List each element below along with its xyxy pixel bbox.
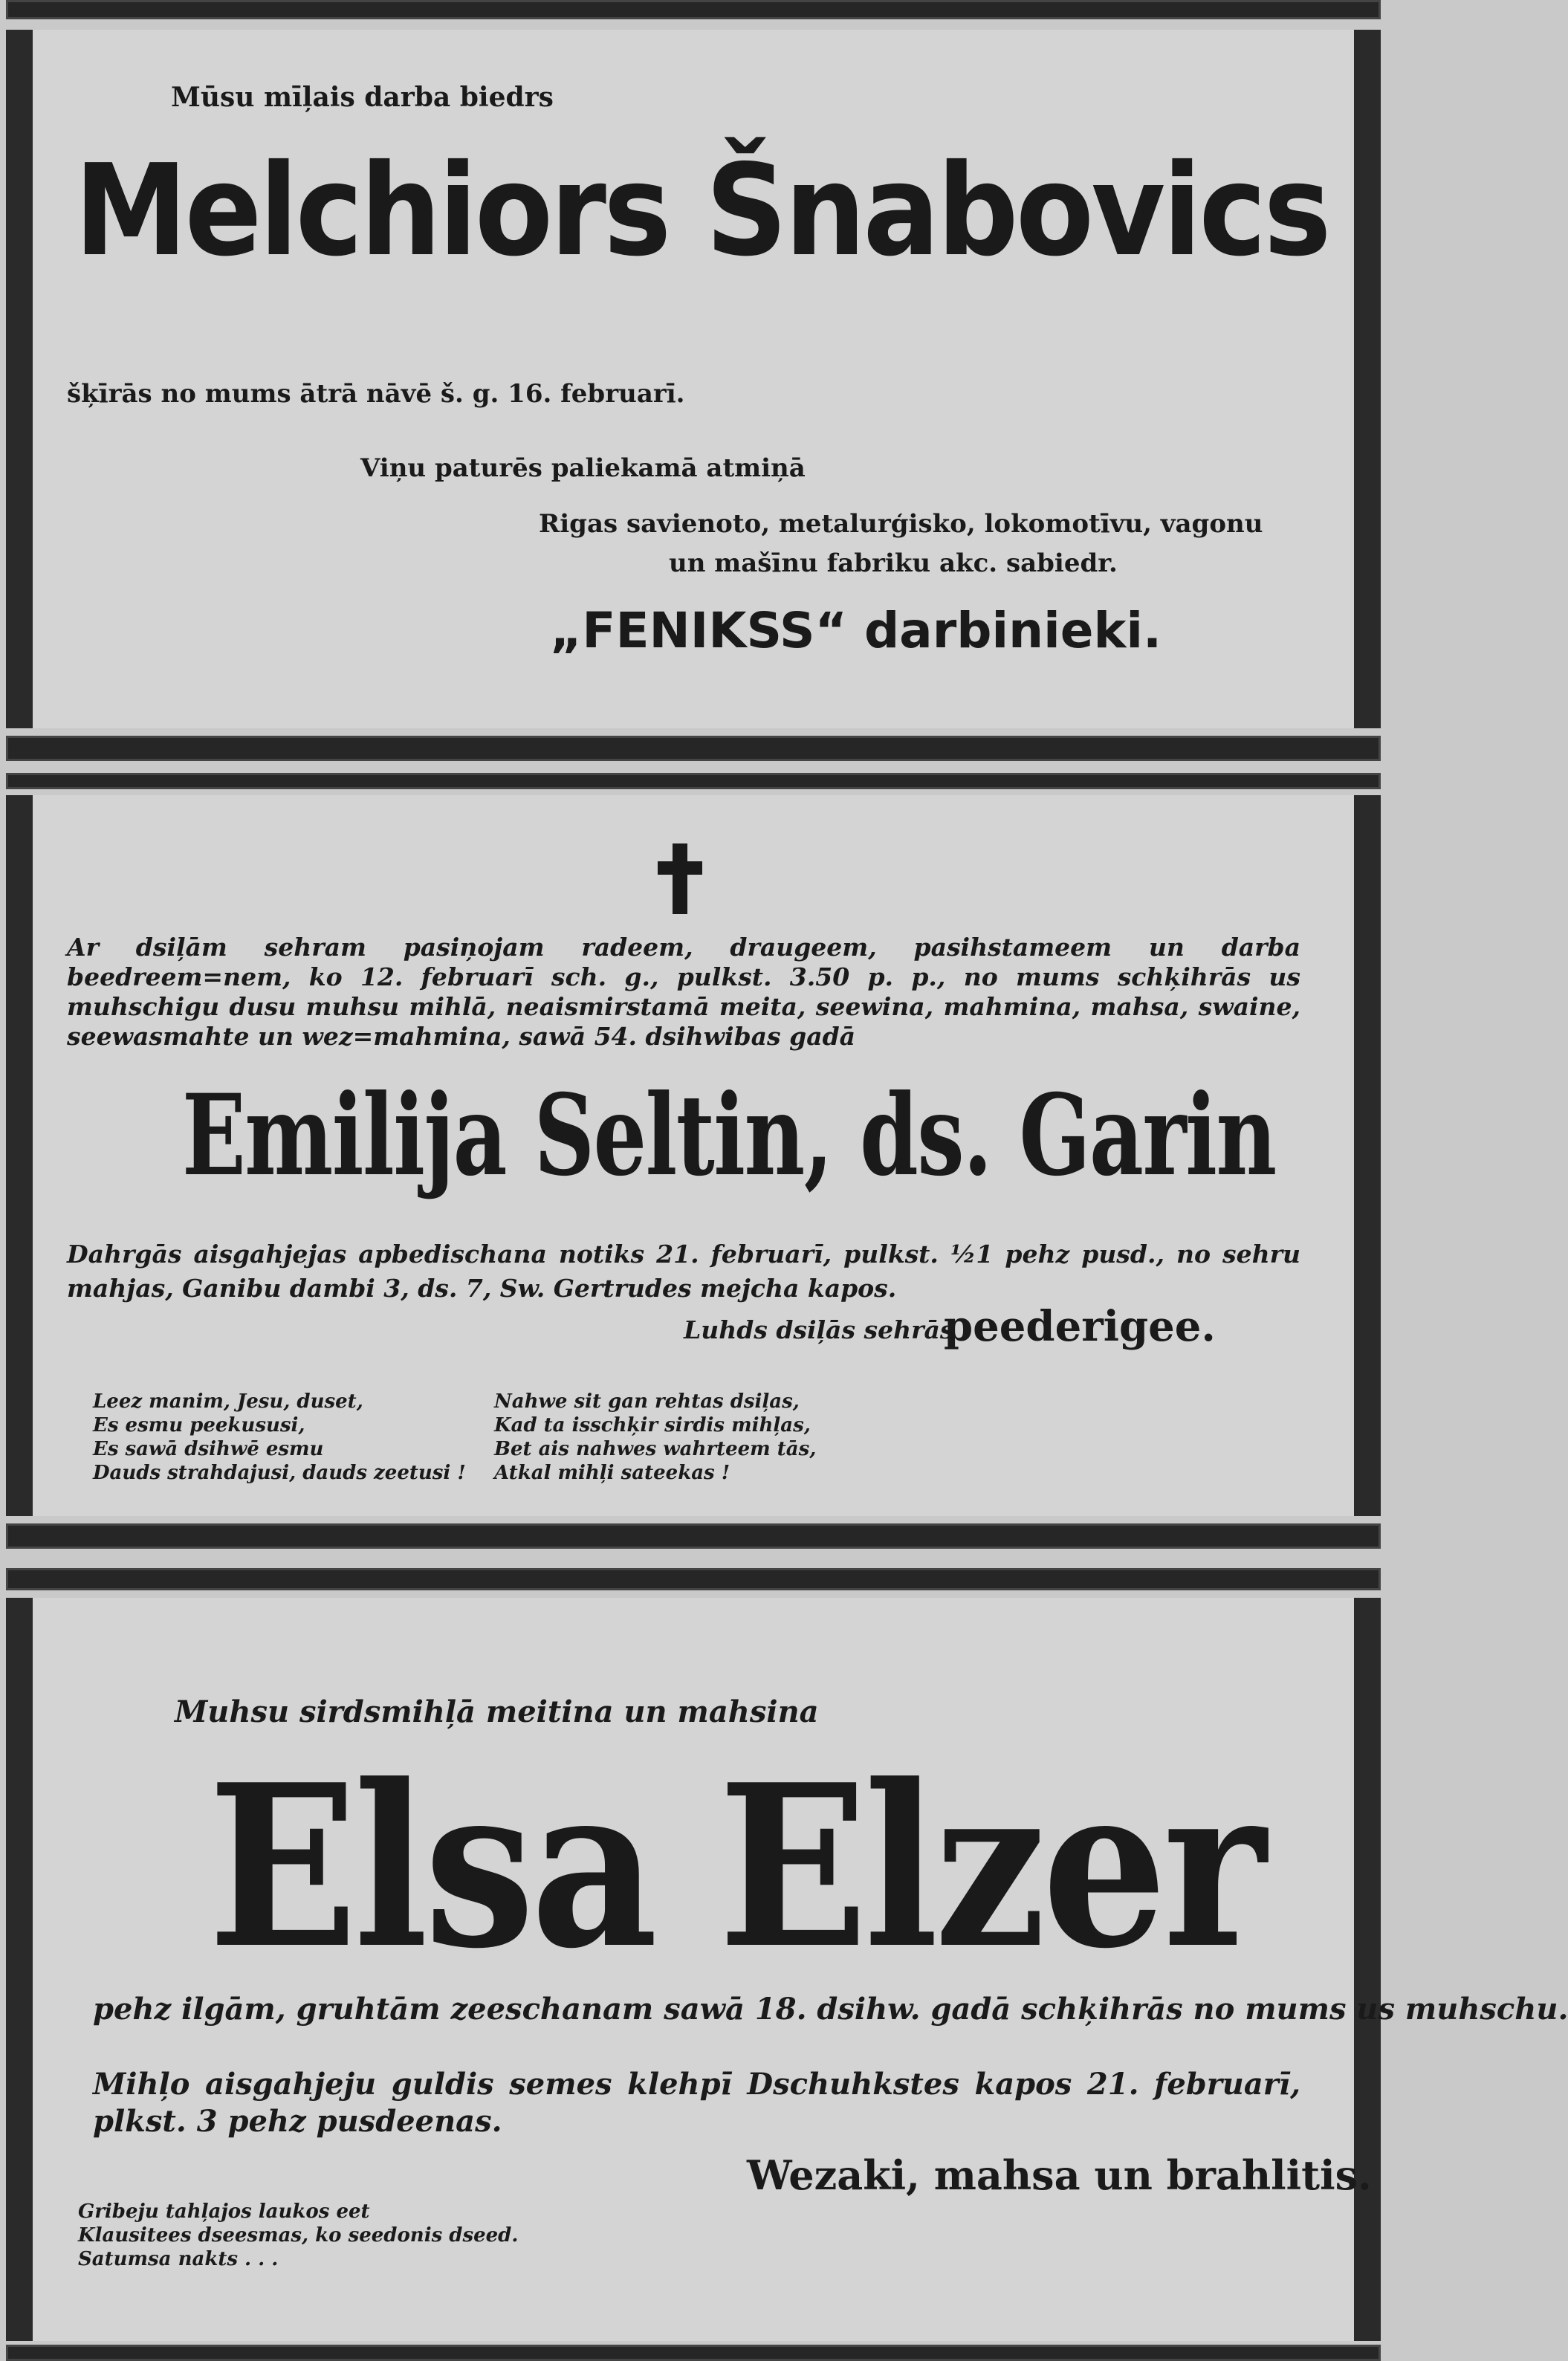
verse-line: Kad ta isschķir sirdis mihļas,: [494, 1414, 811, 1437]
verse-line: Gribeju tahļajos laukos eet: [78, 2200, 370, 2223]
notice2-name: Emilija Seltin, ds. Garin: [182, 1070, 1276, 1201]
bottom-rule: [6, 2345, 1381, 2361]
verse-line: Leez manim, Jesu, duset,: [93, 1390, 363, 1413]
separator-rule: [6, 1568, 1381, 1590]
notice1-remembrance: Viņu paturēs paliekamā atmiņā: [360, 453, 806, 483]
notice3-intro: Muhsu sirdsmihļā meitina un mahsina: [175, 1694, 819, 1729]
verse-line: Klausitees dseesmas, ko seedonis dseed.: [78, 2224, 519, 2247]
top-rule: [6, 0, 1381, 19]
notice1-name: Melchiors Šnabovics: [74, 137, 1329, 285]
notice2-verse-right: [494, 1390, 816, 1485]
verse-line: Bet ais nahwes wahrteem tās,: [494, 1438, 817, 1460]
separator-rule: [6, 773, 1381, 789]
notice1-company-line1: Rigas savienoto, metalurģisko, lokomotīvu, vagonu: [539, 509, 1263, 539]
verse-line: Dauds strahdajusi, dauds zeetusi !: [93, 1462, 466, 1484]
verse-line: Nahwe sit gan rehtas dsiļas,: [494, 1390, 800, 1413]
verse-line: Satumsa nakts . . .: [78, 2248, 279, 2270]
separator-rule: [6, 736, 1381, 761]
notice3-verse: [78, 2200, 518, 2271]
notice2-burial-info: Dahrgās aisgahjejas apbedischana notiks 21. februarī, pulkst. ½1 pehz pusd., no sehru mahjas, Ganibu dambi 3, ds. 7, Sw. Gertrudes mejcha kapos.: [67, 1240, 1300, 1303]
notice1-death-line: šķīrās no mums ātrā nāvē š. g. 16. februarī.: [67, 379, 685, 409]
notice2-signature: peederigee.: [944, 1302, 1216, 1351]
notice3-burial-info: Mihļo aisgahjeju guldis semes klehpī Dschuhkstes kapos 21. februarī, plkst. 3 pehz pusdeenas.: [93, 2067, 1300, 2139]
notice3-signature: Wezaki, mahsa un brahlitis.: [747, 2151, 1372, 2199]
cross-icon: [658, 843, 702, 914]
verse-line: Atkal mihļi sateekas !: [494, 1462, 730, 1484]
notice3-name: Elsa Elzer: [208, 1735, 1263, 1998]
notice2-verse-left: [93, 1390, 466, 1485]
notice2-announcement: Ar dsiļām sehram pasiņojam radeem, draugeem, pasihstameem un darba beedreem=nem, ko 12. februarī sch. g., pulkst. 3.50 p. p., no mums schķihrās us muhschigu dusu muhsu mihlā, neaismirstamā meita, seewina, mahmina, mahsa, swaine, seewasmahte un wez=mahmina, sawā 54. dsihwibas gadā: [67, 933, 1300, 1051]
notice1-intro: Mūsu mīļais darba biedrs: [171, 82, 554, 113]
notice3-death-line: pehz ilgām, gruhtām zeeschanam sawā 18. dsihw. gadā schķihrās no mums us muhschu.: [93, 1992, 1568, 2027]
notice1-company-line2: un mašīnu fabriku akc. sabiedr.: [669, 548, 1118, 578]
verse-line: Es sawā dsihwē esmu: [93, 1438, 324, 1460]
verse-line: Es esmu peekususi,: [93, 1414, 305, 1437]
separator-rule: [6, 1523, 1381, 1549]
notice2-mourning-line: Luhds dsiļās sehrās: [684, 1315, 954, 1344]
notice1-signature: „FENIKSS“ darbinieki.: [550, 602, 1162, 659]
